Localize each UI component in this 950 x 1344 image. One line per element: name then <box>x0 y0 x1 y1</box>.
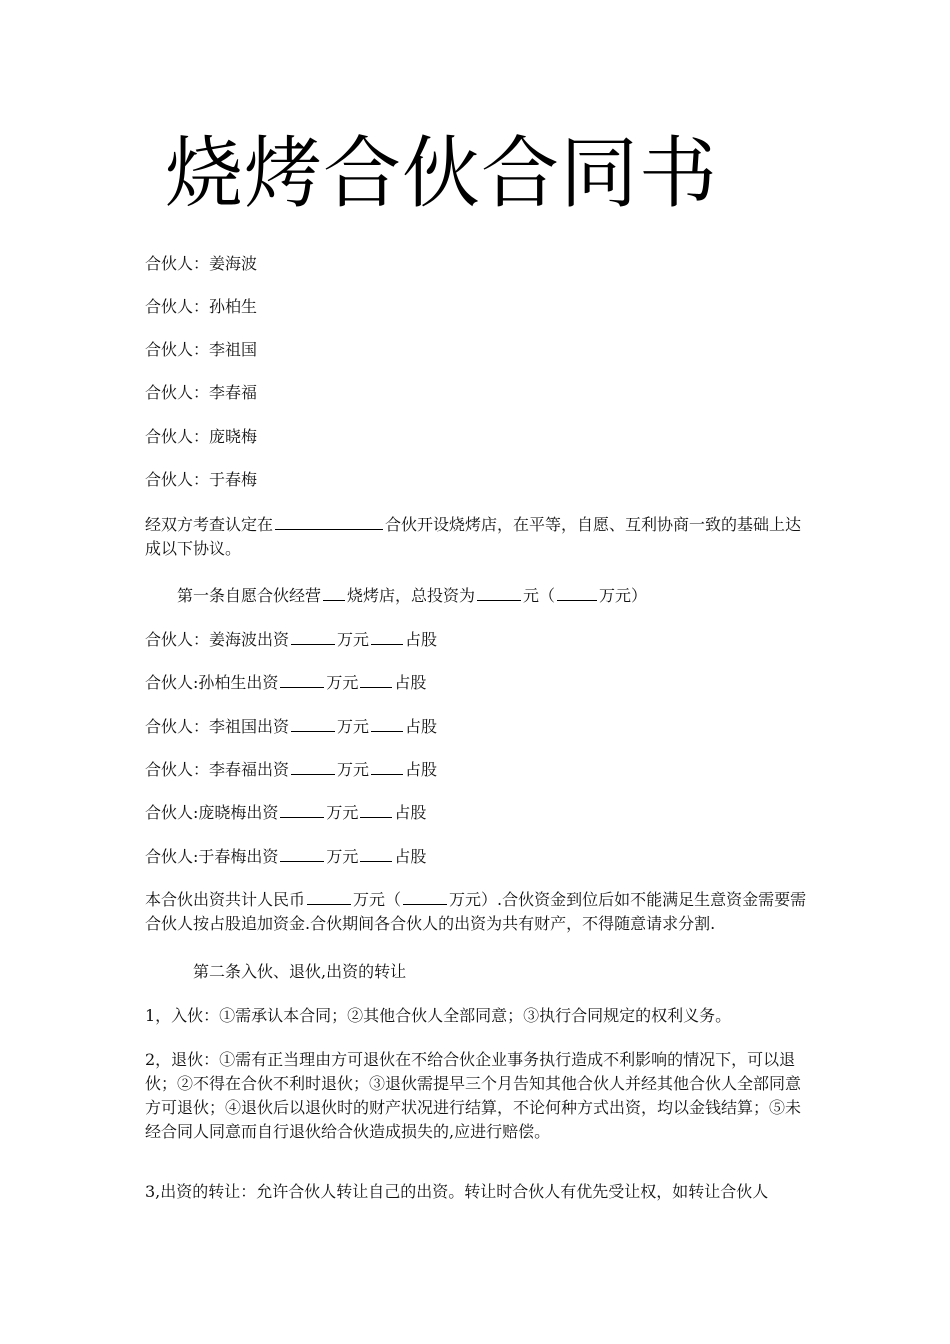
partner-line: 合伙人：李春福 <box>145 383 258 402</box>
investment-line <box>145 671 810 695</box>
article1-line <box>177 584 810 608</box>
share-blank[interactable] <box>371 628 403 645</box>
investment-line <box>145 801 810 825</box>
total-amount-blank[interactable] <box>307 888 351 905</box>
intro-text-after: 合伙开设烧烤店，在平等，自愿、互利协商一致的基础上达成以下协议。 <box>145 515 802 558</box>
partner-line: 合伙人：姜海波 <box>145 254 258 273</box>
share-blank[interactable] <box>360 671 392 688</box>
partner-line: 合伙人：李祖国 <box>145 340 258 359</box>
intro-paragraph <box>145 513 810 561</box>
total-amount-wan-blank[interactable] <box>403 888 447 905</box>
investment-text: 万元 <box>326 673 359 692</box>
investment-text: 占股 <box>394 673 427 692</box>
document-title: 烧烤合伙合同书 <box>165 129 719 219</box>
total-yuan-blank[interactable] <box>477 584 521 601</box>
partner-line: 合伙人：庞晓梅 <box>145 427 258 446</box>
share-blank[interactable] <box>360 845 392 862</box>
total-text: 万元（ <box>353 890 402 909</box>
investment-text: 占股 <box>405 630 438 649</box>
article2-item1: 1，入伙：①需承认本合同；②其他合伙人全部同意；③执行合同规定的权利义务。 <box>145 1006 732 1025</box>
share-blank[interactable] <box>371 715 403 732</box>
amount-blank[interactable] <box>280 845 324 862</box>
investment-line <box>145 758 810 782</box>
investment-line <box>145 845 810 869</box>
investment-text: 合伙人:于春梅出资 <box>145 847 279 866</box>
amount-blank[interactable] <box>291 628 335 645</box>
total-paragraph <box>145 888 810 936</box>
investment-text: 合伙人：李春福出资 <box>145 760 290 779</box>
total-text: 本合伙出资共计人民币 <box>145 890 306 909</box>
amount-blank[interactable] <box>280 801 324 818</box>
partner-line: 合伙人：孙柏生 <box>145 297 258 316</box>
investment-text: 占股 <box>394 847 427 866</box>
total-wan-blank[interactable] <box>557 584 597 601</box>
investment-text: 占股 <box>405 717 438 736</box>
article2-item3: 3,出资的转让：允许合伙人转让自己的出资。转让时合伙人有优先受让权，如转让合伙人 <box>145 1182 769 1201</box>
article2-heading: 第二条入伙、退伙,出资的转让 <box>193 962 407 981</box>
investment-text: 万元 <box>337 717 370 736</box>
investment-text: 合伙人:庞晓梅出资 <box>145 803 279 822</box>
location-blank[interactable] <box>275 513 383 530</box>
investment-line <box>145 628 810 652</box>
investment-text: 万元 <box>337 760 370 779</box>
article1-text: 万元） <box>599 586 648 605</box>
share-blank[interactable] <box>371 758 403 775</box>
article2-item2: 2，退伙：①需有正当理由方可退伙在不给合伙企业事务执行造成不利影响的情况下，可以退伙；②不得在合伙不利时退伙；③退伙需提早三个月告知其他合伙人并经其他合伙人全部同意方可退伙；④退伙后以退伙时的财产状况进行结算，不论何种方式出资，均以金钱结算；⑤未经合同人同意而自行退伙给合伙造成损失的,应进行赔偿。 <box>145 1050 802 1141</box>
intro-text-before: 经双方考查认定在 <box>145 515 274 534</box>
amount-blank[interactable] <box>291 758 335 775</box>
investment-text: 占股 <box>405 760 438 779</box>
article1-text: 烧烤店，总投资为 <box>347 586 476 605</box>
investment-text: 占股 <box>394 803 427 822</box>
investment-text: 万元 <box>326 803 359 822</box>
investment-text: 万元 <box>337 630 370 649</box>
article1-text: 第一条自愿合伙经营 <box>177 586 322 605</box>
investment-text: 万元 <box>326 847 359 866</box>
investment-text: 合伙人：姜海波出资 <box>145 630 290 649</box>
shop-name-blank[interactable] <box>323 584 345 601</box>
amount-blank[interactable] <box>291 715 335 732</box>
share-blank[interactable] <box>360 801 392 818</box>
investment-text: 合伙人:孙柏生出资 <box>145 673 279 692</box>
article1-text: 元（ <box>523 586 556 605</box>
investment-line <box>145 715 810 739</box>
amount-blank[interactable] <box>280 671 324 688</box>
partner-line: 合伙人：于春梅 <box>145 470 258 489</box>
total-text: 万元）.合伙资金到位后如不能满足生意资金需要需合伙人按占股追加资金.合伙期间各合伙人的出资为共有财产，不得随意请求分割. <box>145 890 807 933</box>
investment-text: 合伙人：李祖国出资 <box>145 717 290 736</box>
